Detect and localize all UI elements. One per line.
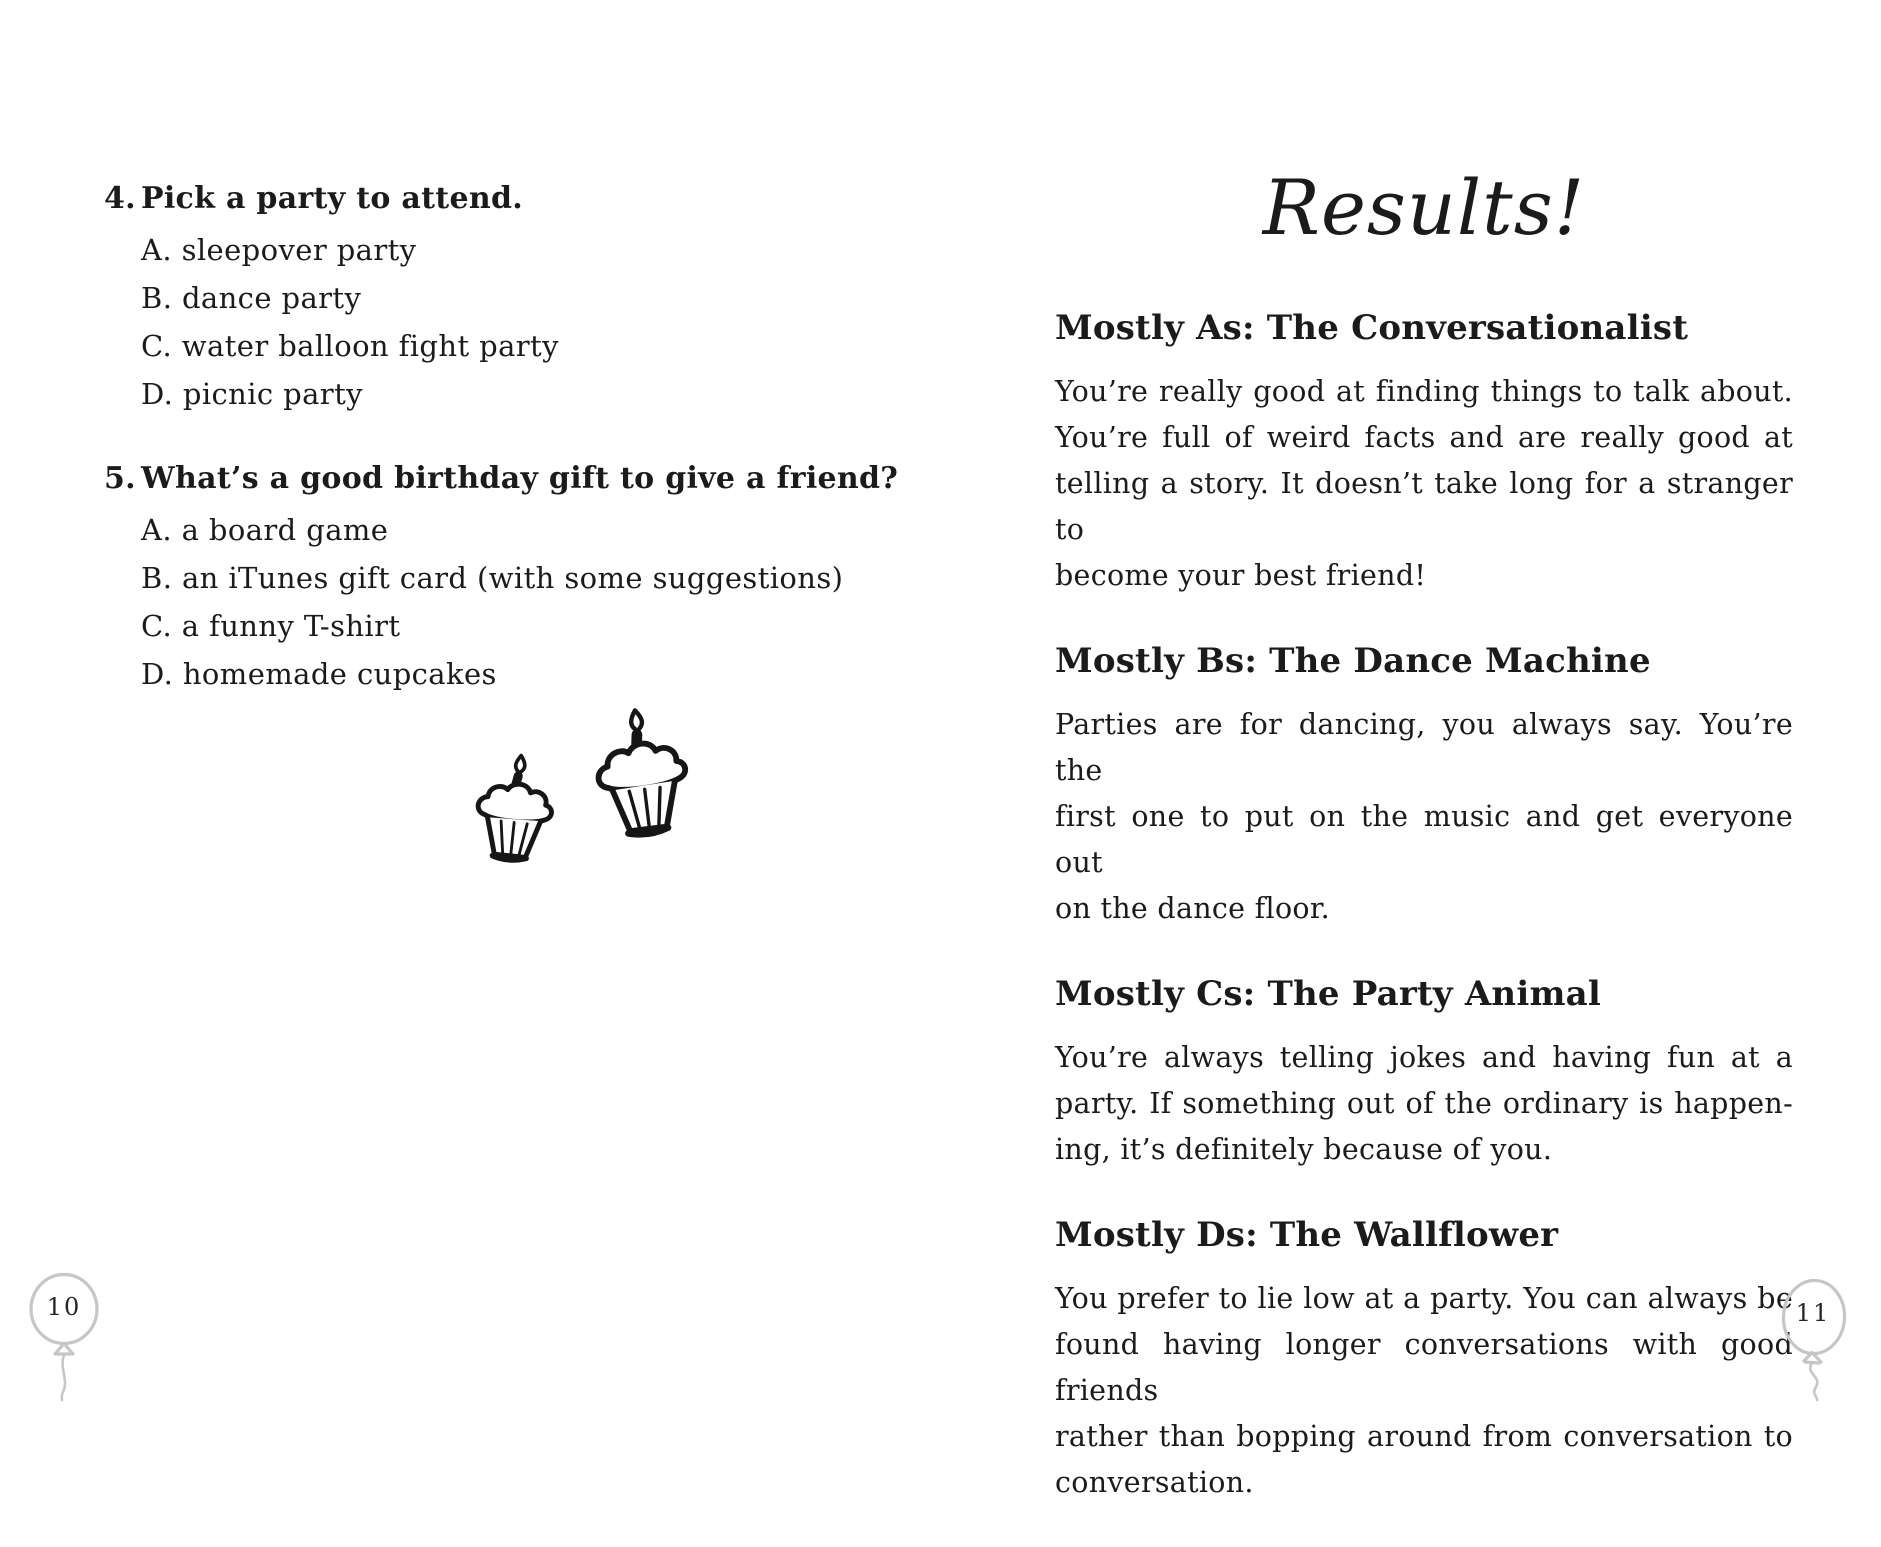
question-heading bbox=[104, 458, 898, 500]
result-section bbox=[1055, 640, 1793, 932]
page-marker-left bbox=[18, 1262, 118, 1404]
page-number-right: 11 bbox=[1795, 1299, 1831, 1327]
answer-option: B. dance party bbox=[141, 281, 362, 315]
question-number: 5. bbox=[104, 461, 136, 496]
result-text-line: rather than bopping around from conversation to bbox=[1055, 1420, 1793, 1453]
question-title: What’s a good birthday gift to give a friend? bbox=[141, 461, 899, 496]
answer-options bbox=[141, 226, 559, 418]
answer-option: D. homemade cupcakes bbox=[141, 657, 497, 691]
result-text-line: You’re really good at finding things to talk about. bbox=[1055, 375, 1793, 408]
result-text-line: become your best friend! bbox=[1055, 559, 1427, 592]
result-section bbox=[1055, 307, 1793, 599]
answer-option: B. an iTunes gift card (with some suggestions) bbox=[141, 561, 844, 595]
question bbox=[104, 458, 898, 698]
results-title: Results! bbox=[1262, 163, 1586, 252]
result-section bbox=[1055, 973, 1793, 1173]
page-marker-right bbox=[1768, 1264, 1878, 1404]
result-text-line: telling a story. It doesn’t take long for a stranger to bbox=[1055, 467, 1793, 546]
result-heading: Mostly As: The Conversationalist bbox=[1055, 308, 1689, 348]
answer-option: A. sleepover party bbox=[141, 233, 417, 267]
answer-option: C. a funny T-shirt bbox=[141, 609, 401, 643]
results-sections bbox=[1055, 307, 1793, 1547]
cupcakes-icon bbox=[468, 700, 723, 905]
question-number: 4. bbox=[104, 181, 136, 216]
question-heading bbox=[104, 178, 559, 220]
balloon-icon bbox=[1768, 1264, 1878, 1400]
result-text-line: ing, it’s definitely because of you. bbox=[1055, 1133, 1553, 1166]
answer-option: D. picnic party bbox=[141, 377, 363, 411]
question bbox=[104, 178, 559, 418]
result-text-line: Parties are for dancing, you always say. You’re the bbox=[1055, 708, 1793, 787]
answer-options bbox=[141, 506, 898, 698]
answer-option: C. water balloon fight party bbox=[141, 329, 559, 363]
balloon-icon bbox=[18, 1262, 118, 1400]
result-text-line: first one to put on the music and get everyone out bbox=[1055, 800, 1793, 879]
result-text-line: You prefer to lie low at a party. You can always be bbox=[1055, 1282, 1793, 1315]
result-heading: Mostly Ds: The Wallflower bbox=[1055, 1215, 1559, 1255]
answer-option: A. a board game bbox=[141, 513, 389, 547]
result-heading: Mostly Bs: The Dance Machine bbox=[1055, 641, 1651, 681]
result-heading: Mostly Cs: The Party Animal bbox=[1055, 974, 1601, 1014]
cupcakes-illustration bbox=[468, 700, 723, 909]
result-text-line: You’re always telling jokes and having fun at a bbox=[1055, 1041, 1793, 1074]
result-text-line: on the dance floor. bbox=[1055, 892, 1331, 925]
result-text-line: You’re full of weird facts and are really good at bbox=[1055, 421, 1793, 454]
question-title: Pick a party to attend. bbox=[141, 181, 523, 216]
result-section bbox=[1055, 1214, 1793, 1506]
result-text-line: party. If something out of the ordinary is happen- bbox=[1055, 1087, 1793, 1120]
result-text-line: found having longer conversations with good friends bbox=[1055, 1328, 1793, 1407]
result-text-line: conversation. bbox=[1055, 1466, 1254, 1499]
page-number-left: 10 bbox=[46, 1293, 82, 1321]
